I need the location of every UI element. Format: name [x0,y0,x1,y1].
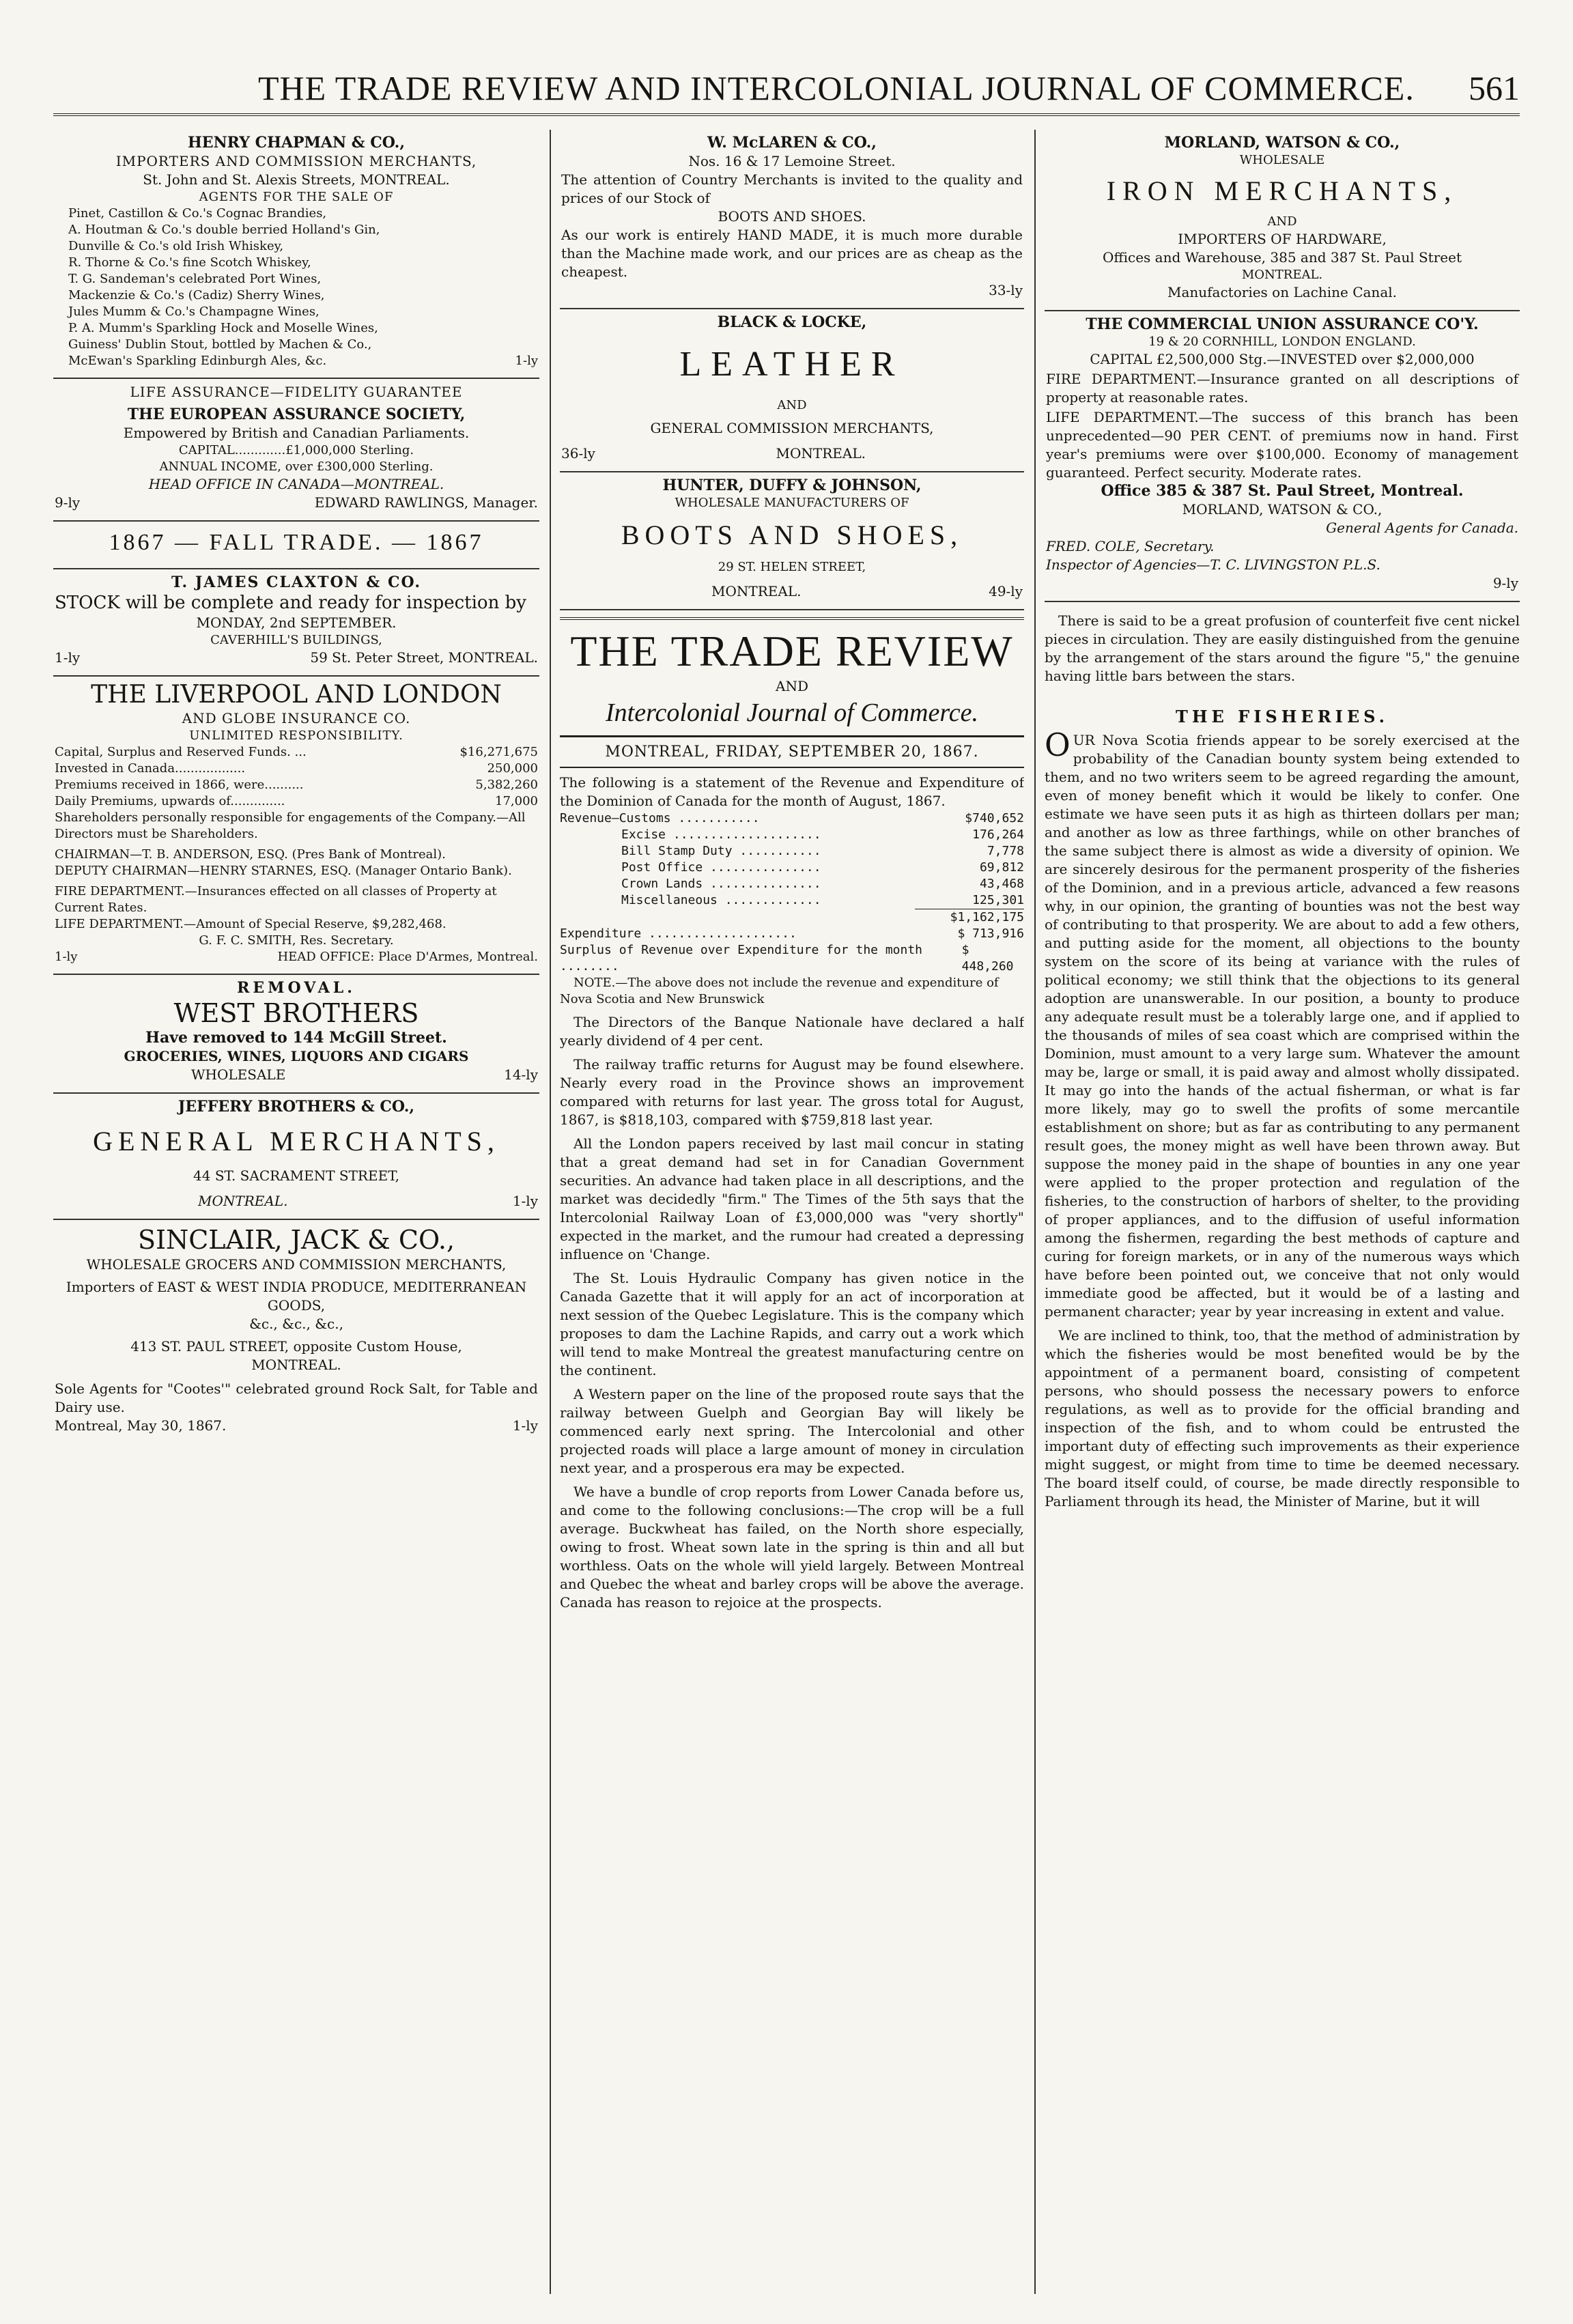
ad-name: HUNTER, DUFFY & JOHNSON, [662,477,922,494]
list-item: A. Houtman & Co.'s double berried Holland's Gin, [68,223,380,237]
ad-line: &c., &c., &c., [249,1316,343,1332]
ad-line: Empowered by British and Canadian Parliaments. [123,425,470,441]
revenue-total: $1,162,175 [915,909,1024,926]
ad-sinclair-jack [53,1220,539,1443]
ad-line: GENERAL COMMISSION MERCHANTS, [650,420,934,436]
ad-line: Shareholders personally responsible for engagements of the Company.—All Directors must be Shareholders. [55,810,526,841]
ad-line: Inspector of Agencies—T. C. LIVINGSTON P.L.S. [1046,556,1380,573]
table-row [560,827,1024,843]
row-value: 43,468 [979,877,1024,891]
ad-code: 14-ly [504,1066,538,1083]
ad-line: CHAIRMAN—T. B. ANDERSON, ESQ. (Pres Bank of Montreal). [55,847,446,862]
ad-line: DEPUTY CHAIRMAN—HENRY STARNES, ESQ. (Manager Ontario Bank). [55,864,512,878]
table-row [560,810,1024,827]
ad-line: CAVERHILL'S BUILDINGS, [210,633,382,647]
ad-line: ANNUAL INCOME, over £300,000 Sterling. [159,459,434,474]
ad-line: HEAD OFFICE: Place D'Armes, Montreal. [277,950,538,964]
row-label: Revenue—Customs ........... [560,811,760,825]
ad-footer [55,649,538,667]
ad-footer [55,494,538,512]
list-item: R. Thorne & Co.'s fine Scotch Whiskey, [68,255,311,270]
masthead [560,617,1024,737]
ad-line: AGENTS FOR THE SALE OF [199,190,394,204]
ad-line: 19 & 20 CORNHILL, LONDON ENGLAND. [1148,335,1416,349]
ad-line: Montreal, May 30, 1867. [55,1417,227,1434]
list-item-last [55,353,538,369]
ad-footer [55,1417,538,1435]
row-value: 176,264 [972,827,1024,842]
masthead-and: AND [776,678,808,694]
ad-code: 1-ly [512,1193,538,1209]
ad-line: Office 385 & 387 St. Paul Street, Montreal. [1101,482,1464,500]
ad-name: HENRY CHAPMAN & CO., [188,134,405,152]
table-row [55,793,538,810]
table-row [560,942,1024,975]
ad-name: T. JAMES CLAXTON & CO. [171,573,421,591]
ad-code: 1-ly [512,1417,538,1434]
ad-title: GENERAL MERCHANTS, [93,1126,500,1157]
table-row [55,744,538,761]
ad-body: As our work is entirely HAND MADE, it is much more durable than the Machine made work, and our prices are as cheap as the cheapest. [561,227,1023,280]
row-label: Crown Lands ............... [621,877,821,891]
article-paragraph: We have a bundle of crop reports from Lower Canada before us, and come to the following conclusions:—The crop will be a full average. Buckwheat has failed, on the North shore especially, owing to frost. Wheat sown late in the spring is thin and all but worthless. Oats on the whole will yield largely. Between Montreal and Quebec the wheat and barley crops will be above the average. Canada has reason to rejoice at the prospects. [560,1484,1024,1611]
list-item: Jules Mumm & Co.'s Champagne Wines, [68,304,320,319]
ad-line: CAPITAL.............£1,000,000 Sterling. [178,443,414,457]
ad-line: 44 ST. SACRAMENT STREET, [193,1167,399,1184]
ad-line: AND [777,398,807,412]
article-paragraph: OUR Nova Scotia friends appear to be sorely exercised at the probability of the Canadian bounty system being extended to them, and no two writers seem to be agreed regarding the amount, even of money benefit which it would be likely to confer. One estimate we have seen puts it as high as thirteen dollars per man; and another as low as three farthings, while on other branches of the same subject there is almost as wide a diversity of opinion. We are sincerely desirous for the permanent prosperity of the fisheries of the Dominion, and in a previous article, advanced a few reasons why, in our opinion, the granting of bounties was not the best way of contributing to that prosperity. We are about to add a few others, and putting aside for the moment, all objections to the bounty system on the score of its being at variance with the rules of political economy; we still think that the objections to its general adoption are unanswerable. In our position, a bounty to produce any adequate result must be a tolerably large one, and if applied to the thousands of miles of sea coast which are comprised within the Dominion, must amount to a very large sum. Whatever the amount may be, large or small, it is paid away and almost wholly dissipated. It may go into the hands of the actual fisherman, or what is far more likely, may go to swell the profits of some mercantile establishment on shore; but as far as contributing to any permanent result goes, the money might as well have been thrown away. But suppose the money paid in the shape of bounties in any one year were applied to the proper protection and regulation of the fisheries, to the construction of harbors of shelter, to the providing of proper appliances, and to the diffusion of useful information among the fishermen, regarding the best methods of capture and curing for foreign markets, or in any of the numerous ways which have before been pointed out, we conceive that not only would immediate good be affected, but it would be of a lasting and permanent character; year by year increasing in extent and value. [1045,726,1520,1320]
row-label: Excise .................... [621,827,821,842]
ad-line: WHOLESALE [191,1066,286,1083]
ad-european-assurance [53,379,539,522]
row-value: 5,382,260 [475,778,538,792]
ad-name: THE EUROPEAN ASSURANCE SOCIETY, [127,406,466,423]
table-row [560,926,1024,942]
table-row [560,892,1024,909]
ad-line: MONTREAL. [198,1193,288,1209]
row-label: Surplus of Revenue over Expenditure for the month ........ [560,943,923,974]
table-row [560,843,1024,860]
ad-line: MONTREAL. [1241,268,1323,282]
masthead-title: THE TRADE REVIEW [570,627,1014,675]
row-value: 250,000 [487,761,538,776]
ad-black-locke [560,309,1024,472]
ad-name: WEST BROTHERS [173,998,419,1028]
ad-line: Offices and Warehouse, 385 and 387 St. Paul Street [1103,249,1462,266]
row-label: Miscellaneous ............. [621,893,821,907]
column-2 [560,130,1024,2294]
ad-line: CAPITAL £2,500,000 Stg.—INVESTED over $2,000,000 [1090,351,1475,367]
ad-name: MORLAND, WATSON & CO., [1164,134,1400,152]
ad-name: BLACK & LOCKE, [717,313,867,331]
ad-code: 49-ly [989,583,1023,599]
table-row [55,777,538,793]
ad-line: Manufactories on Lachine Canal. [1167,284,1397,300]
ad-code: 36-ly [561,445,595,462]
list-item: Dunville & Co.'s old Irish Whiskey, [68,239,284,253]
ad-code: 1-ly [55,649,81,666]
row-value: $740,652 [965,811,1024,825]
article-paragraph: The Directors of the Banque Nationale have declared a half yearly dividend of 4 per cent. [560,1014,1024,1049]
article-paragraph: The railway traffic returns for August may be found elsewhere. Nearly every road in the Province shows an improvement compared with returns for last year. The gross total for August, 1867, is $818,103, compared with $759,818 last year. [560,1056,1024,1128]
row-label: Daily Premiums, upwards of.............. [55,794,285,808]
ad-line: 59 St. Peter Street, MONTREAL. [310,649,538,666]
ad-name: JEFFERY BROTHERS & CO., [178,1098,415,1116]
ad-morland-watson [1045,130,1520,311]
ad-mclaren [560,130,1024,309]
ad-body: STOCK will be complete and ready for inspection by [55,593,526,613]
counterfeit-notice: There is said to be a great profusion of counterfeit five cent nickel pieces in circulation. They are easily distinguished from the genuine by the arrangement of the stars around the figure "5," the genuine having little bars between the stars. [1045,612,1520,684]
article-paragraph: All the London papers received by last mail concur in stating that a great demand had set in for Canadian Government securities. An advance had taken place in all descriptions, and the market was decidedly "firm." The Times of the 5th says that the Intercolonial Railway Loan of £3,000,000 was "very shortly" expected in the market, and the rumour had created a depressing influence on 'Change. [560,1135,1024,1262]
ad-line: IMPORTERS OF HARDWARE, [1178,231,1387,247]
row-value: 125,301 [972,893,1024,907]
ad-footer [55,949,538,965]
table-row [55,761,538,777]
ad-body: LIFE DEPARTMENT.—The success of this branch has been unprecedented—90 PER CENT. of premiums now in hand. First year's premiums were over $100,000. Economy of management guaranteed. Perfect security. Moderate rates. [1046,409,1518,481]
ad-footer [561,444,1023,463]
ad-claxton [53,569,539,677]
ad-title: IRON MERCHANTS, [1106,175,1458,206]
ad-line: MONTREAL. [776,445,866,462]
ad-line: EDWARD RAWLINGS, Manager. [314,494,538,511]
ad-line: MONDAY, 2nd SEPTEMBER. [196,614,397,631]
ad-hunter-duffy [560,472,1024,610]
ad-line: 413 ST. PAUL STREET, opposite Custom House, [130,1338,462,1355]
ad-commercial-union [1045,311,1520,602]
ad-name: SINCLAIR, JACK & CO., [137,1225,455,1255]
ad-line: G. F. C. SMITH, Res. Secretary. [199,933,394,948]
ad-code: 1-ly [55,950,78,964]
ad-line: Importers of EAST & WEST INDIA PRODUCE, MEDITERRANEAN GOODS, [66,1279,527,1314]
ad-henry-chapman [53,130,539,379]
article-paragraph: The St. Louis Hydraulic Company has given notice in the Canada Gazette that it will apply for an act of incorporation at next session of the Quebec Legislature. This is the company which proposes to dam the Lachine Rapids, and carry out a work which will tend to make Montreal the greatest manufacturing centre on the continent. [560,1270,1024,1378]
ad-line: BOOTS AND SHOES. [718,208,866,225]
ad-body: FIRE DEPARTMENT.—Insurance granted on all descriptions of property at reasonable rates. [1046,371,1518,406]
row-value: $ 448,260 [961,943,1014,974]
running-header [53,66,1520,116]
ad-line: MORLAND, WATSON & CO., [1182,501,1383,518]
ad-title: BOOTS AND SHOES, [621,520,963,550]
ad-code: 33-ly [989,282,1023,298]
ad-line: MONTREAL. [251,1357,341,1373]
list-item: Pinet, Castillon & Co.'s Cognac Brandies, [68,206,327,221]
list-item: P. A. Mumm's Sparkling Hock and Moselle Wines, [68,321,378,335]
ad-code: 1-ly [515,354,538,368]
revenue-note: NOTE.—The above does not include the revenue and expenditure of Nova Scotia and New Brunswick [560,976,999,1006]
ad-line: GROCERIES, WINES, LIQUORS AND CIGARS [124,1048,469,1064]
ad-jeffery-brothers [53,1094,539,1220]
ad-line: WHOLESALE MANUFACTURERS OF [675,496,909,510]
ad-line: Nos. 16 & 17 Lemoine Street. [688,153,896,169]
revenue-intro: The following is a statement of the Revenue and Expenditure of the Dominion of Canada for the month of August, 1867. [560,774,1024,809]
row-value: $ 713,916 [957,926,1024,941]
column-1 [53,130,539,2294]
ad-kicker: REMOVAL. [237,979,356,997]
ad-title: 1867 — FALL TRADE. — 1867 [109,530,484,555]
ad-line: St. John and St. Alexis Streets, MONTREAL. [143,171,450,188]
ad-line: HEAD OFFICE IN CANADA—MONTREAL. [148,476,444,492]
ad-liverpool-london [53,677,539,975]
ad-kicker: LIFE ASSURANCE—FIDELITY GUARANTEE [130,384,463,400]
row-label: Capital, Surplus and Reserved Funds. ... [55,745,307,759]
ad-line: UNLIMITED RESPONSIBILITY. [189,728,403,743]
ad-name: THE LIVERPOOL AND LONDON [91,681,502,709]
ad-line: WHOLESALE [1239,153,1325,167]
ad-body: The attention of Country Merchants is invited to the quality and prices of our Stock of [561,171,1023,206]
row-label: Expenditure .................... [560,926,797,941]
ad-line: AND GLOBE INSURANCE CO. [182,710,411,726]
table-row [560,876,1024,892]
list-item: T. G. Sandeman's celebrated Port Wines, [68,272,322,286]
article-paragraph: A Western paper on the line of the proposed route says that the railway between Guelph and Georgian Bay will likely be commenced early next spring. The Intercolonial and other projected roads will place a large amount of money in circulation next year, and a prosperous era may be expected. [560,1386,1024,1476]
ad-code: 9-ly [55,494,81,511]
row-label: Invested in Canada.................. [55,761,246,776]
list-item-text: McEwan's Sparkling Edinburgh Ales, &c. [68,354,327,368]
ad-fall-trade [53,522,539,569]
revenue-table [560,810,1024,975]
ad-line: Have removed to 144 McGill Street. [145,1029,447,1047]
fisheries-title: THE FISHERIES. [1175,707,1389,726]
ad-name: THE COMMERCIAL UNION ASSURANCE CO'Y. [1086,315,1479,333]
list-item: Mackenzie & Co.'s (Cadiz) Sherry Wines, [68,288,325,302]
column-3 [1045,130,1520,2294]
newspaper-page [53,66,1520,2305]
ad-west-brothers [53,975,539,1094]
ad-footer [561,582,1023,601]
ad-footer [55,1066,538,1084]
list-item: Guiness' Dublin Stout, bottled by Machen & Co., [68,337,372,352]
ad-line: FRED. COLE, Secretary. [1046,538,1215,554]
dateline: MONTREAL, FRIDAY, SEPTEMBER 20, 1867. [560,737,1024,768]
ad-title: LEATHER [679,345,905,384]
ad-line: FIRE DEPARTMENT.—Insurances effected on all classes of Property at Current Rates. [55,884,497,915]
table-row [560,860,1024,876]
ad-line: 29 ST. HELEN STREET, [718,560,866,574]
ad-line: AND [1267,214,1297,229]
ad-name: W. McLAREN & CO., [707,134,877,152]
row-value: 69,812 [979,860,1024,875]
row-value: 7,778 [987,844,1024,858]
ad-code: 9-ly [1492,575,1518,591]
ad-line: IMPORTERS AND COMMISSION MERCHANTS, [115,153,477,169]
row-label: Post Office ............... [621,860,821,875]
article-paragraph: We are inclined to think, too, that the method of administration by which the fisheries would be most benefited would be by the appointment of a permanent board, consisting of competent persons, who should possess the necessary powers to enforce regulations, as well as to provide for the official branding and inspection of the fish, and to whom could be entrusted the important duty of effecting such improvements as their experience might suggest, or might from time to time be deemed necessary. The board itself could, of course, be made directly responsible to Parliament through its head, the Minister of Marine, but it will [1045,1327,1520,1510]
row-value: $16,271,675 [459,745,538,759]
column-rule-1 [550,130,551,2294]
row-value: 17,000 [495,794,538,808]
ad-body: Sole Agents for "Cootes'" celebrated ground Rock Salt, for Table and Dairy use. [55,1380,538,1415]
ad-line: General Agents for Canada. [1326,520,1518,536]
row-label: Premiums received in 1866, were.......... [55,778,304,792]
page-number: 561 [1469,69,1520,107]
ad-footer [55,1192,538,1210]
header-title: THE TRADE REVIEW AND INTERCOLONIAL JOURNAL OF COMMERCE. [258,69,1415,107]
ad-line: MONTREAL. [711,583,802,599]
row-label: Bill Stamp Duty ........... [621,844,821,858]
agent-list [55,206,538,369]
ad-line: WHOLESALE GROCERS AND COMMISSION MERCHANTS, [86,1256,507,1273]
ad-line: LIFE DEPARTMENT.—Amount of Special Reserve, $9,282,468. [55,917,447,931]
column-rule-2 [1034,130,1036,2294]
masthead-subtitle: Intercolonial Journal of Commerce. [606,698,978,727]
